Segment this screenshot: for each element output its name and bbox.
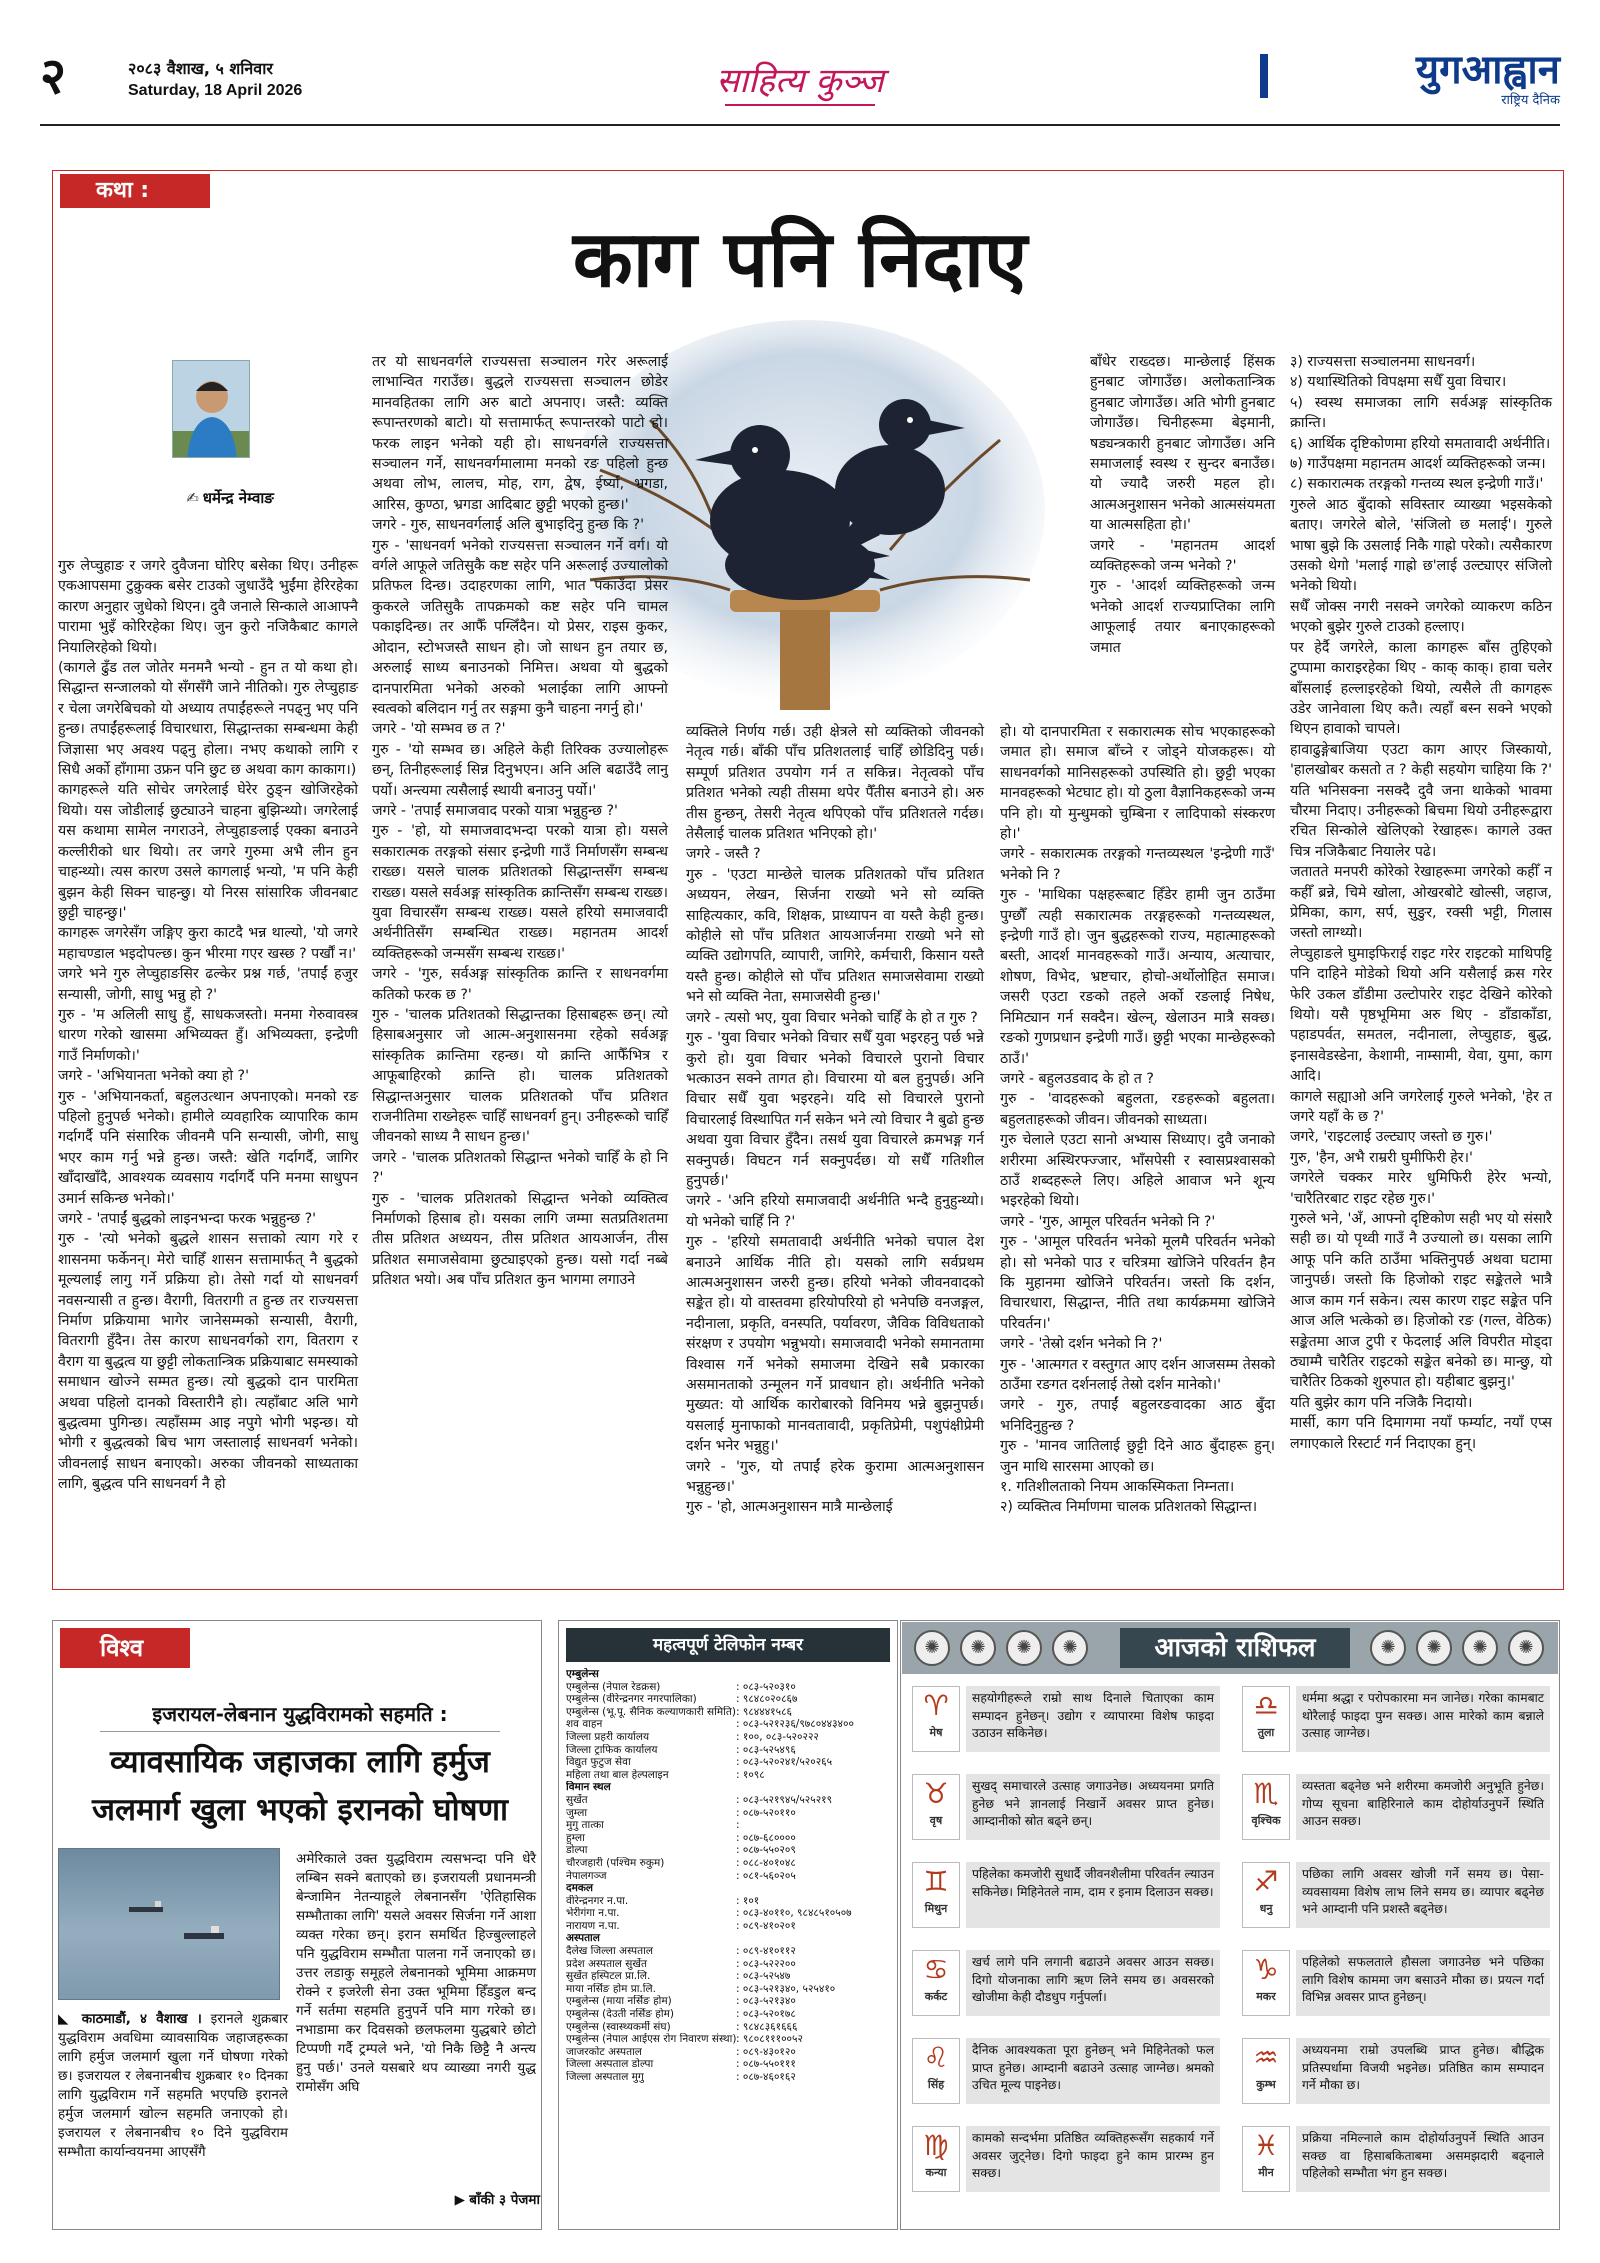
phone-entry (566, 1706, 892, 1719)
phone-entry-number: : ०८३-५२२२०० (736, 1957, 796, 1970)
story-paragraph: गुरु चेलाले एउटा सानो अभ्यास सिध्याए। दुवै जनाको शरीरमा अस्थिरफ्ज्जार, भाँसपेसी र स्वासप्रश्वासको ठाउँ शब्दहरूले लिए। अहिले आवाज भने शून्य भइरहेको थियो। (1000, 1132, 1275, 1210)
author-name: धर्मेन्द्र नेम्वाङ (202, 489, 274, 507)
newspaper-tagline: राष्ट्रिय दैनिक (1501, 93, 1560, 108)
phone-category (566, 1668, 892, 1681)
phone-entry-number: : ०८३-५२१२३६/९७८०४४३४०० (736, 1718, 854, 1731)
story-paragraph: सधैँ जोक्स नगरी नसक्ने जगरेको व्याकरण कठिन भएको बुझेर गुरुले टाउको हल्लाए। (1290, 598, 1552, 636)
phone-entry-number: : ०८१-५६०२०५ (736, 1869, 796, 1882)
zodiac-sign-name: कर्कट (924, 1990, 948, 2003)
zodiac-sign (912, 1774, 960, 1840)
horoscope-item (908, 1770, 1226, 1844)
phone-entry (566, 1907, 892, 1920)
story-paragraph: ३) राज्यसत्ता सञ्चालनमा साधनवर्ग। (1290, 354, 1476, 370)
date-nepali: २०८३ वैशाख, ५ शनिवार (128, 59, 273, 78)
zodiac-symbol-icon: ♏ (1253, 1777, 1279, 1810)
story-paragraph: गुरु - 'माथिका पक्षहरूबाट हिँडेर हामी जुन ठाउँमा पुग्छौँ त्यही सकारात्मक तरङ्गहरूको गन्तव्यस्थल, इन्द्रेणी गाउँ हो। जुन बुद्धहरूको राज्य, महात्माहरूको बस्ती, आदर्श मानवहरूको गाउँ। अन्याय, अत्याचार, शोषण, विभेद, भ्रष्टचार, होचो-अर्थोलोहित समाज। जसरी एउटा रङको तहले अर्को रङलाई निषेध, निमिट्यान गर्न सक्दैन। खेल्न्, खेलाउन मात्रै सक्छ। रङको गुणप्रधान इन्द्रेणी गाउँ। छुट्टी भएका मान्छेहरूको ठाउँ।' (1000, 887, 1275, 1067)
phone-entry (566, 1970, 892, 1983)
phone-entry-number: : १०९८ (736, 1768, 765, 1781)
horoscope-text: पछिका लागि अवसर खोजी गर्ने समय छ। पेसा-व्यवसायमा विशेष लाभ लिने समय छ। व्यापार बढ्नेछ भने आम्दानी पनि प्रशस्तै बढ्नेछ। (1296, 1862, 1550, 1928)
story-paragraph: गुरुले आठ बुँदाको सविस्तार व्याख्या भइसकेको बताए। जगरेले बोले, 'संजिलो छ मलाई'। गुरुले भाषा बुझे कि उसलाई निकै गाह्रो परेको। त्यसैकारण उसको थेगो 'मलाई गाह्रो छ'लाई उल्ट्याएर संजिलो भनेको थियो। (1290, 496, 1552, 595)
phone-entry-number: : ०८७-५५०२०९ (736, 1844, 796, 1857)
phone-entry-number: : ०८३-४०११०, ९८४८५१०५०७ (736, 1907, 852, 1920)
phone-entry-name: हुम्ला (566, 1831, 585, 1844)
horoscope-text: दैनिक आवश्यकता पूरा हुनेछन् भने मिहिनेतको फल प्राप्त हुनेछ। आम्दानी बढाउने उत्साह जाग्नेछ। श्रमको उचित मूल्य पाइनेछ। (966, 2038, 1220, 2104)
story-paragraph: गुरुले भने, 'अँ, आफ्नो दृष्टिकोण सही भए यो संसारै सही छ। यो पृथ्वी गाउँ नै उज्यालो छ। यसका लागि आफू पनि कति ठाउँमा भक्तिनुपर्छ अथवा घटामा जानुपर्छ। जस्तो कि हिजोको राइट सङ्केतले भात्रै आज काम गर्न सकेन। त्यस कारण राइट सङ्केत पनि आज अलि भत्केको छ। हिजोको रङ (गल्त, वेठिक) सङ्केतमा आज टुपी र फेदलाई अलि विपरीत मोड्दा ठ्याम्मै चारैतिर राइटको सङ्केत बनेको छ। मान्छु, यो चारैतिर ठिकको शुरुपात हो। यहीबाट बुझनु।' (1290, 1211, 1553, 1391)
phone-entry-number: : ०८३-५२१९४५/५२५२१९ (736, 1793, 833, 1806)
phone-entry (566, 1895, 892, 1908)
phone-entry (566, 1857, 892, 1870)
phone-entry-number (736, 1882, 892, 1895)
phone-entry-number (736, 1668, 892, 1681)
ships-image (59, 1849, 281, 2001)
zodiac-sign-name: मेष (929, 1726, 943, 1739)
phone-entry-name: एम्बुलेन्स (भू.पू. सैनिक कल्याणकारी समिति) (566, 1705, 736, 1718)
story-paragraph: गुरु, 'हैन, अभै राम्ररी घुमीफिरी हेर।' (1290, 1149, 1473, 1166)
phone-entry-name: एम्बुलेन्स (566, 1668, 599, 1680)
phone-entry (566, 2008, 892, 2021)
phone-entry-name: नारायण न.पा. (566, 1919, 620, 1932)
zodiac-symbol-icon: ♑ (1253, 1953, 1279, 1986)
masthead (40, 48, 1560, 118)
world-news-body-text: इरानले शुक्रबार युद्धविराम अवधिमा व्यावसायिक जहाजहरूका लागि हर्मुज जलमार्ग खुला गर्ने घोषणा गरेको छ। इजरायल र लेबनानबीच शुक्रबार १० दिनका लागि युद्धविराम गर्ने सहमति भएपछि इरानले हर्मुज जलमार्ग खोल्न सहमति जनाएको हो। इजरायल र लेबनानबीच १० दिने युद्धविराम सम्भौता कार्यान्वयनमा आएसँगै (58, 2011, 289, 2160)
phone-entry (566, 1807, 892, 1820)
zodiac-wheel-icon: ✺ (960, 1630, 996, 1666)
horoscope-item (1238, 1770, 1556, 1844)
horoscope-text: खर्च लागे पनि लगानी बढाउने अवसर आउन सक्छ। दिगो योजनाका लागि ऋण लिने समय छ। अवसरको खोजीमा केही दौडधुप गर्नुपर्ला। (966, 1950, 1220, 2016)
phone-entry-name: जाजरकोट अस्पताल (566, 2045, 642, 2058)
story-paragraph: ६) आर्थिक दृष्टिकोणमा हरियो समतावादी अर्थनीति। (1290, 435, 1551, 452)
phone-entry-number: : ०८९-४१०११२ (736, 1945, 796, 1958)
story-paragraph: हो। यो दानपारमिता र सकारात्मक सोच भएकाहरूको जमात हो। समाज बाँच्ने र जोड्ने योजकहरू। यो साधनवर्गको मानिसहरूको उपस्थिति हो। छुट्टी भएका मानवहरूको भेटघाट हो। यो ठुला वैज्ञानिकहरूको जन्म पनि हो। यो मुन्धुमको चुम्बिना र लादिपाको संस्करण हो।' (1000, 724, 1275, 843)
phone-entry-number (736, 1781, 892, 1794)
phone-entry (566, 1832, 892, 1845)
story-paragraph: जगरे - बहुलउडवाद के हो त ? (1000, 1070, 1154, 1087)
story-paragraph: जगरे - गुरु, तपाईं बहुलरङवादका आठ बुँदा भनिदिनुहुन्छ ? (1000, 1397, 1275, 1434)
story-paragraph: २) व्यक्तित्व निर्माणमा चालक प्रतिशतको सिद्धान्त। (1000, 1499, 1258, 1516)
newspaper-logo (1260, 48, 1560, 106)
story-paragraph: गुरु लेप्चुहाङ र जगरे दुवैजना घोरिए बसेका थिए। उनीहरू एकआपसमा टुक्रुक्क बसेर टाउको जुधाउँदै भुईंमा हेरिरहेका कारण अनुहार जुधेको थिएन। दुवै जनाले सिन्काले आआफ्नै पारामा भुइँ कोरिरहेका थिए। जुन कुरो नजिकैबाट कागले नियालिरहेको थियो। (58, 558, 358, 656)
phone-entry-number: : ०८३-५२०३१० (736, 1680, 796, 1693)
story-paragraph: जगरे भने गुरु लेप्चुहाङसिर ढल्केर प्रश्न गर्छ, 'तपाईं हजुर सन्यासी, जोगी, साधु भन्नु हो ?' (58, 966, 358, 1003)
story-paragraph: जगरे - 'अनि हरियो समाजवादी अर्थनीति भन्दै हुनुहुन्थ्यो। यो भनेको चाहिँ नि ?' (686, 1193, 984, 1230)
story-paragraph: जगरे - 'यो सम्भव छ त ?' (372, 721, 506, 738)
phone-entry-number: : ९८०८१११००५२ (736, 2033, 803, 2046)
world-news-headline: व्यावसायिक जहाजका लागि हर्मुज जलमार्ग खुला भएको इरानको घोषणा (91, 1744, 509, 1828)
phone-entry (566, 1769, 892, 1782)
zodiac-sign (912, 1950, 960, 2016)
phone-entry-number: : ९८४८०२०८६७ (736, 1693, 798, 1706)
page-number: २ (40, 47, 66, 105)
phone-entry (566, 1945, 892, 1958)
zodiac-wheel-icon: ✺ (1508, 1630, 1544, 1666)
story-paragraph: कागहरू जगरेसँग जङ्गिए कुरा काटदै भन्न थाल्यो, 'यो जगरे महाचण्डाल भइदोपल्छ। कुन भीरमा गएर खस्छ ? पर्खौं न।' (58, 925, 358, 962)
phone-entry-number: : ०८३-५२०१७८ (736, 2008, 796, 2021)
phone-entry-name: शव वाहन (566, 1718, 603, 1731)
story-paragraph: गुरु - 'चालक प्रतिशतको सिद्धान्त भनेको व्यक्तित्व निर्माणको हिसाब हो। यसका लागि जम्मा सतप्रतिशतमा तीस प्रतिशत अध्ययन, तीस प्रतिशत आयआर्जन, तीस प्रतिशत समाजसेवामा छुट्याइएको हुन्छ। यसो गर्दा नब्बे प्रतिशत भयो। अब पाँच प्रतिशत कुन भागमा लगाउने (372, 1190, 668, 1289)
phone-entry (566, 1920, 892, 1933)
horoscope-title: आजको राशिफल (1120, 1628, 1350, 1668)
story-paragraph: ८) सकारात्मक तरङ्गको गन्तव्य स्थल इन्द्रेणी गाउँ।' (1290, 476, 1544, 493)
phone-entry-name: जिल्ला प्रहरी कार्यालय (566, 1730, 650, 1743)
zodiac-wheel-icon: ✺ (1370, 1630, 1406, 1666)
zodiac-sign-name: मीन (1258, 2166, 1274, 2179)
newspaper-name: युगआह्वान (1415, 47, 1560, 93)
zodiac-wheel-icon: ✺ (1462, 1630, 1498, 1666)
story-paragraph: गुरु - 'आत्मगत र वस्तुगत आए दर्शन आजसम्म तेसको ठाउँमा रङगत दर्शनलाई तेस्रो दर्शन मानेको।' (1000, 1356, 1275, 1393)
phone-entry (566, 1794, 892, 1807)
phone-entry-name: एम्बुलेन्स (देउती नर्सिङ होम) (566, 2008, 674, 2021)
zodiac-sign-name: मिथुन (924, 1902, 948, 1915)
phone-entry (566, 1995, 892, 2008)
horoscope-text: सुखद् समाचारले उत्साह जगाउनेछ। अध्ययनमा प्रगति हुनेछ भने ज्ञानलाई निखार्ने अवसर प्राप्त हुनेछ। आम्दानीको स्रोत बढ्ने छन्। (966, 1774, 1220, 1840)
zodiac-sign-name: तुला (1257, 1726, 1275, 1739)
phone-entry-name: नेपालगञ्ज (566, 1869, 607, 1882)
phone-entry-name: प्रदेश अस्पताल सुर्खेत (566, 1957, 647, 1970)
phone-entry-name: एम्बुलेन्स (माया नर्सिङ होम) (566, 1995, 672, 2008)
horoscope-text: अध्ययनमा राम्रो उपलब्धि प्राप्त हुनेछ। बौद्धिक प्रतिस्पर्धामा विजयी भइनेछ। प्रतिष्ठित काम सम्पादन गर्ने मौका छ। (1296, 2038, 1550, 2104)
story-paragraph: मार्सी, काग पनि दिमागमा नयाँ फर्म्याट, नयाँ एप्स लगाएकाले रिस्टार्ट गर्न निदाएका हुन्। (1290, 1415, 1552, 1452)
world-news-body-right: अमेरिकाले उक्त युद्धविराम त्यसभन्दा पनि धेरै लम्बिन सक्ने बताएको छ। इजरायली प्रधानमन्त्री बेन्जामिन नेतन्याहूले लेबनानसँग 'ऐतिहासिक सम्भौताका लागि' यसले अवसर सिर्जना गर्ने आशा व्यक्त गरेका छन्। इरान समर्थित हिज्बुल्लाहले पनि युद्धविराम सम्भौता पालना गर्ने जनाएको छ। उत्तर लडाकु समूहले लेबनानको भूमिमा आक्रमण रोक्ने र इजरेली सेना उक्त भूमिमा हिँडडुल बन्द गर्ने सर्तमा सहमति हुनुपर्ने पनि माग गरेको छ। नभाडामा कर दिवसको छलफलमा युद्धबारे छोटो टिप्पणी गर्दै ट्रम्पले भने, 'यो निकै छिट्टै नै अन्त्य हुनु पर्छ।' उनले यसबारे थप व्याख्या नगरी युद्ध रामोसँग अघि (296, 1851, 536, 2095)
horoscope-text: व्यस्तता बढ्नेछ भने शरीरमा कमजोरी अनुभूति हुनेछ। गोप्य सूचना बाहिरिनाले काम दोहोर्याउनुपर्ने स्थिति आउन सक्छ। (1296, 1774, 1550, 1840)
phone-entry-name: दैलेख जिल्ला अस्पताल (566, 1945, 653, 1958)
story-column-1 (58, 556, 358, 1495)
story-paragraph: गुरु - 'अभियानकर्ता, बहुलउत्थान अपनाएको। मनको रङ पहिलो हुनुपर्छ भनेको। हामीले व्यवहारिक व्यापारिक काम गर्दागर्दै पनि संसारिक जीवनमै पनि सन्यासी, जोगी, साधु भएर काम गर्नु भन्ने हुन्छ। जस्तै: खेति गर्दागर्दै, जागिर खाँदाखाँदै, आवश्यक व्यवसाय गर्दागर्दै पनि मनमा साधुपन उमार्न सकिन्छ भनेको।' (58, 1088, 358, 1207)
phone-entry (566, 1870, 892, 1883)
zodiac-symbol-icon: ♎ (1253, 1689, 1279, 1722)
story-paragraph: गुरु - 'युवा विचार भनेको विचार सधैँ युवा भइरहनु पर्छ भन्ने कुरो हो। युवा विचार भनेको विचारले पुरानो विचार भत्काउन सक्ने तागत हो। विचारमा यो बल हुनुपर्छ। अनि विचार सधैँ युवा भइरहने। यदि सो विचारले पुरानो विचारलाई विस्थापित गर्न सकेन भने त्यो विचार नै बुढो हुन्छ अथवा युवा विचार हुँदैन। तसर्थ युवा विचारले क्रमभङ्ग गर्न सक्नुपर्छ। विघटन गर्न सक्नुपर्दछ। यो सधैँ गतिशील हुनुपर्छ।' (686, 1030, 984, 1189)
phone-entry-name: जिल्ला अस्पताल डोल्पा (566, 2058, 654, 2071)
story-paragraph: जगरे - 'गुरु, आमूल परिवर्तन भनेको नि ?' (1000, 1213, 1216, 1230)
phone-entry-number: : ०८७-६८०००० (736, 1831, 796, 1844)
phone-entry-name: महिला तथा बाल हेल्पलाइन (566, 1768, 669, 1781)
horoscope-text: सहयोगीहरूले राम्रो साथ दिनाले चिताएका काम सम्पादन हुनेछन्। उद्योग र व्यापारमा विशेष फाइदा उठाउन सकिनेछ। (966, 1686, 1220, 1752)
story-paragraph: जगरेले चक्कर मारेर धुमिफिरी हेरेर भन्यो, 'चारैतिरबाट राइट रहेछ गुरु।' (1290, 1170, 1552, 1207)
phone-entry-number: : (736, 1819, 740, 1832)
phone-entry-name: एम्बुलेन्स (नेपाल आईएस रोग निवारण संस्था) (566, 2033, 736, 2046)
author-photo (172, 360, 250, 458)
phone-entry-name: एम्बुलेन्स (स्वास्थ्यकर्मी संघ) (566, 2020, 671, 2033)
zodiac-sign-name: वृश्चिक (1251, 1814, 1281, 1827)
phone-category (566, 1781, 892, 1794)
story-paragraph: गुरु - 'हरियो समतावादी अर्थनीति भनेको चपाल देश बनाउने आर्थिक नीति हो। यसको लागि सर्वप्रथम आत्मअनुशासन जरुरी हुन्छ। हरियो भनेको जीवनवादको सङ्केत हो। यो वास्तवमा हरियोपरियो हो भनेपछि वनजङ्गल, नदीनाला, प्रकृति, वनस्पति, पर्यावरण, जैविक विविधताको संरक्षण र उपयोग भन्नुभयो। समाजवादी भनेको समानतामा विश्वास गर्ने भनेको समाजमा देखिने सबै प्रकारका असमानताको उन्मूलन गर्ने प्रावधान हो। अर्थनीति भनेको मुख्यत: यो आर्थिक कारोबारको विनिमय भन्ने बुझनुपर्छ। यसलाई मुनाफाको मानवतावादी, प्रकृतिप्रेमी, पशुपंक्षीप्रेमी दर्शन भनेर भन्नुहु।' (686, 1234, 984, 1455)
horoscope-item (908, 2122, 1226, 2196)
story-paragraph: गुरु - 'यो सम्भव छ। अहिले केही तिरिक्क उज्यालोहरू छन्, तिनीहरूलाई सिन्न दिनुभएन। अनि अलि बढाउँदै लानु पर्यो। अन्त्यमा त्यसैलाई स्थायी बनाउनु पर्यो।' (372, 741, 668, 799)
phone-entry-number: : ०८३-५२१३४० (736, 1995, 796, 2008)
zodiac-sign (912, 2038, 960, 2104)
world-news-tag: विश्व (60, 1628, 190, 1668)
story-paragraph: जगरे - 'गुरु, सर्वअङ्ग सांस्कृतिक क्रान्ति र साधनवर्गमा कतिको फरक छ ?' (372, 966, 668, 1003)
story-paragraph: जगरे - 'महानतम आदर्श व्यक्तिहरूको जन्म भनेको ?' (1090, 537, 1275, 575)
world-dateline-marker-icon: ◣ (58, 2011, 73, 2027)
story-paragraph: जगरे - जस्तै ? (686, 846, 761, 863)
story-paragraph: बाँधेर राख्दछ। मान्छेलाई हिंसक हुनबाट जोगाउँछ। अलोकतान्त्रिक हुनबाट जोगाउँछ। अति भोगी हुनबाट जोगाउँछ। चिनीहरूमा बेइमानी, षड्यन्त्रकारी हुनबाट जोगाउँछ। अनि समाजलाई स्वस्थ र सुन्दर बनाउँछ। यो ज्यादै जरुरी महल हो। आत्मअनुशासन भनेको आत्मसंयमता या आत्मसहिता हो।' (1090, 354, 1275, 534)
story-paragraph: व्यक्तिले निर्णय गर्छ। उही क्षेत्रले सो व्यक्तिको जीवनको नेतृत्व गर्छ। बाँकी पाँच प्रतिशतलाई चाहिँ छोडिदिनु पर्छ। सम्पूर्ण प्रतिशत उपयोग गर्न त सकिन्न। नेतृत्वको पाँच प्रतिशत भनेको त्यही तीसमा थपेर पैँतीस बनाउने हो। अरु तीस हुन्छन्, तेसरी नेतृत्व थपिएको पाँच प्रतिशतले गर्दछ। तेसैलाई चालक प्रतिशत भनिएको हो।' (686, 724, 984, 843)
phone-entry-number: : १००, ०८३-५२०२२२ (736, 1730, 819, 1743)
zodiac-sign-name: कुम्भ (1256, 2078, 1276, 2091)
horoscope-item (1238, 1682, 1556, 1756)
story-title: काग पनि निदाए (572, 215, 1028, 305)
phone-entry (566, 1718, 892, 1731)
section-title: साहित्य कुञ्ज (680, 56, 920, 106)
phone-entry-name: माया नर्सिङ होम प्रा.लि. (566, 1982, 656, 1995)
horoscope-item (908, 1858, 1226, 1932)
continued-note (400, 2190, 540, 2208)
story-column-3 (686, 722, 984, 1518)
zodiac-sign (1242, 1950, 1290, 2016)
zodiac-sign-name: सिंह (927, 2078, 945, 2091)
phone-entry (566, 2021, 892, 2034)
phone-directory-list (566, 1668, 892, 2084)
story-kicker: कथा : (60, 174, 210, 208)
zodiac-sign (1242, 2126, 1290, 2192)
phone-entry (566, 1681, 892, 1694)
phone-entry-name: अस्पताल (566, 1932, 600, 1945)
story-paragraph: हावाढुङ्गेबाजिया एउटा काग आएर जिस्कायो, 'हालखोबर कसतो त ? केही सहयोग चाहिया कि ?' यति भनिसक्ना नसक्दै दुवै जना थाकेको भावमा चौरमा निदाए। उनीहरूको बिचमा थियो उनीहरूद्वारा रचित सिन्कोले खेलिएको रेखाहरू। कागले उक्त चित्र नजिकैबाट नियालेर पढे। (1290, 741, 1552, 860)
phone-entry-name: जुम्ला (566, 1806, 588, 1819)
zodiac-sign (912, 1862, 960, 1928)
phone-entry (566, 2046, 892, 2059)
phone-entry-number: : ९८४४४१५८६ (736, 1705, 793, 1718)
continued-text: बाँकी ३ पेजमा (469, 2192, 540, 2208)
phone-entry-name: जिल्ला अस्पताल मुगु (566, 2071, 644, 2083)
author-byline (130, 488, 330, 508)
zodiac-symbol-icon: ♊ (923, 1865, 949, 1898)
phone-entry (566, 1744, 892, 1757)
zodiac-wheel-icon: ✺ (914, 1630, 950, 1666)
phone-category (566, 1882, 892, 1895)
phone-entry-name: सुर्खेत (566, 1793, 588, 1806)
horoscope-text: प्रक्रिया नमिल्नाले काम दोहोर्याउनुपर्ने स्थिति आउन सक्छ वा हिसाबकिताबमा असमझदारी बढ्नाले पहिलेको सम्भौता भंग हुन सक्छ। (1296, 2126, 1550, 2192)
story-paragraph: तर यो साधनवर्गले राज्यसत्ता सञ्चालन गरेर अरूलाई लाभान्वित गराउँछ। बुद्धले राज्यसत्ता सञ्चालन छोडेर मानवहितका लागि अरु बाटो अपनाए। जस्तै: व्यक्ति रूपान्तरणको बाटो। यो सत्तामार्फत् रूपान्तरको पाटो हो। फरक लाइन भनेको यही हो। साधनवर्गले राज्यसत्ता सञ्चालन गर्ने, साधनवर्गमालामा मनको रङ पहिलो हुन्छ अथवा लोभ, लालच, मोह, राग, द्वेष, ईर्ष्या, भ्रगडा, आरिस, कुण्ठा, भ्रगडा आदिबाट छुट्टी भएको हुन्छ।' (372, 354, 668, 513)
story-paragraph: गुरु - 'आदर्श व्यक्तिहरूको जन्म भनेको आदर्श राज्यप्राप्तिका लागि आफूलाई तयार बनाएकाहरूको जमात (1090, 578, 1275, 656)
issue-date (128, 58, 302, 102)
phone-entry-number (736, 1932, 892, 1945)
phone-entry (566, 1819, 892, 1832)
phone-entry (566, 1983, 892, 1996)
world-news-subhead: इजरायल-लेबनान युद्धविरामको सहमति : (100, 1700, 500, 1732)
story-paragraph: जगरे - 'चालक प्रतिशतको सिद्धान्त भनेको चाहिँ के हो नि ?' (372, 1149, 668, 1187)
story-paragraph: जगरे - 'तपाईं बुद्धको लाइनभन्दा फरक भन्नुहुन्छ ?' (58, 1211, 317, 1227)
horoscope-item (1238, 1946, 1556, 2020)
zodiac-symbol-icon: ♍ (923, 2129, 949, 2162)
story-paragraph: ४) यथास्थितिको विपक्षमा सधैँ युवा विचार। (1290, 374, 1507, 391)
pen-icon: ✍ (186, 489, 199, 507)
horoscope-item (908, 2034, 1226, 2108)
story-paragraph: (कागले ढुँड तल जोतेर मनमनै भन्यो - हुन त यो कथा हो। सिद्धान्त सन्जालको यो सँगसँगै जाने नीतिको। गुरु लेप्चुहाङ र चेला जगरेबिचको यो अध्याय तपाईंहरूले नपढ्नु भए पनि हुन्छ। तपाईंहरूलाई विचारधारा, सिद्धान्तका सम्बन्धमा केही जिज्ञासा भए अवश्य पढ्नु होला। नभए कथाको लागि र सिधै अर्को हाँगामा उफ्रन पनि छुट छ अथवा काग काकाग।) (58, 660, 358, 779)
story-paragraph: कागहरूले यति सोचेर जगरेलाई घेरेर ठुङ्न खोजिरहेको थियो। यस जोडीलाई छुट्याउने चाहना बुझिन्थ्यो। जगरेलाई यस कथामा सामेल नगराउने, लेप्चुहाङलाई एक्का बनाउने कल्लीरीको धार थियो। तर जगरे गुरुमा अभै लीन हुन चाहन्थ्यो। त्यस कारण उसले कागलाई भन्यो, 'म पनि केही बुझन केही सिक्न चाहन्छु। यो निरस सांसारिक जीवनबाट छुट्टी चाहन्छु।' (58, 782, 358, 921)
zodiac-symbol-icon: ♉ (923, 1777, 949, 1810)
horoscope-item (908, 1682, 1226, 1756)
zodiac-sign (1242, 1862, 1290, 1928)
phone-entry-number: : ०८३-५२५४९६ (736, 1743, 796, 1756)
world-news-dateline: काठमाडौं, ४ वैशाख । (81, 2011, 202, 2027)
zodiac-symbol-icon: ♌ (923, 2041, 949, 2074)
phone-entry (566, 1844, 892, 1857)
phone-entry-name: चौरजहारी (पश्चिम रुकुम) (566, 1856, 665, 1869)
ships-photo (58, 1848, 280, 2000)
story-paragraph: यति बुझेर काग पनि नजिकै निदायो। (1290, 1394, 1473, 1411)
phone-entry-name: विमान स्थल (566, 1781, 611, 1794)
author-portrait-icon (173, 361, 250, 458)
phone-entry-number: : ०८९-४१०२०१ (736, 1919, 796, 1932)
phone-category (566, 1932, 892, 1945)
phone-entry-name: जिल्ला ट्राफिक कार्यालय (566, 1743, 658, 1756)
zodiac-sign-name: मकर (1256, 1990, 1276, 2003)
story-paragraph: लेप्चुहाङले घुमाइफिराई राइट गरेर राइटको माथिपट्टि पनि दाहिने मोडेको थियो अनि यसैलाई क्रस गरेर फेरि उकल डाँडीमा उल्टोपारेर राइट देखिने कोरेको थियो। यसै पृष्ठभूमिमा अरु थिए - डाँडाकाँडा, पहाडपर्वत, समतल, नदीनाला, लेप्चुहाङ, बुद्ध, इनासवेडस्डेना, केशामी, नाम्सामी, येवा, युमा, काग आदि। (1290, 945, 1552, 1085)
story-paragraph: गुरु - 'त्यो भनेको बुद्धले शासन सत्ताको त्याग गरे र शासनमा फर्केनन्। मेरो चाहिँ शासन सत्तामार्फत् नै बुद्धको मूल्यलाई लागु गर्ने प्रक्रिया हो। तेसो गर्दा यो साधनवर्ग नवसन्यासी त हुन्छ। वैरागी, वितरागी त हुन्छ तर राज्यसत्ता निर्माण प्रक्रियामा भागेर जानेसम्मको सन्यासी, वैरागी, वितरागी हुँदैन। तेस कारण साधनवर्गको राग, वितराग र वैराग या बुद्धत्व या छुट्टी लोकतान्त्रिक प्रक्रियाबाट समस्याको समाधान खोज्ने सम्मत हुन्छ। त्यो बुद्धको दान पारमिता अथवा पहिलो दानको विस्तारीनै हो। त्यहाँबाट अलि भागे बुद्धत्वमा पुगिन्छ। त्यहाँसम्म आइ नपुगे भोगी भइन्छ। यो भोगी र बुद्धत्वको बिच भाग जस्तालाई साधनवर्ग भनेको। जीवनलाई साधन बनाएको। अरुका जीवनको साध्यताका लागि, बुद्धत्व पनि साधनवर्ग नै हो (58, 1231, 358, 1493)
story-paragraph: गुरु - 'हो, आत्मअनुशासन मात्रै मान्छेलाई (686, 1499, 893, 1516)
phone-entry-name: डोल्पा (566, 1844, 588, 1857)
zodiac-sign (1242, 2038, 1290, 2104)
phone-entry-name: वीरेन्द्रनगर न.पा. (566, 1894, 629, 1907)
world-news-body-left (58, 2010, 288, 2162)
phone-entry (566, 1731, 892, 1744)
phone-entry (566, 2071, 892, 2084)
zodiac-sign-name: कन्या (925, 2166, 947, 2179)
phone-entry-name: एम्बुलेन्स (वीरेन्द्रनगर नगरपालिका) (566, 1693, 697, 1706)
phone-entry-number: : ०८३-५२०२४१/५२०२६५ (736, 1756, 833, 1769)
zodiac-symbol-icon: ♋ (923, 1953, 949, 1986)
phone-entry (566, 1756, 892, 1769)
story-paragraph: गुरु - 'साधनवर्ग भनेको राज्यसत्ता सञ्चालन गर्ने वर्ग। यो वर्गले आफूले जतिसुकै कष्ट सहेर पनि अरूलाई उज्यालोको प्रतिफल दिन्छ। उदाहरणका लागि, भात पकाउँदा प्रेसर कुकरले जतिसुकै तापक्रमको कष्ट सहेर पनि चामल पकाइदिन्छ। तर आफैँ पग्लिँदैन। यो प्रेसर, राइस कुकर, ओदान, स्टोभजस्तै साधन हो। जो साधन हुन तयार छ, अरुलाई साध्य बनाउनको निमित्त। अथवा यो बुद्धको दानपारमिता भनेको अरुको भलाईका लागि आफ्नो स्वत्वको बलिदान गर्नु तर सङ्गमा कुनै चाहना नगर्नु हो।' (372, 537, 668, 717)
zodiac-wheel-icon: ✺ (1006, 1630, 1042, 1666)
horoscope-item (1238, 2122, 1556, 2196)
phone-entry (566, 2033, 892, 2046)
continued-arrow-icon: ▶ (454, 2192, 465, 2208)
phone-entry (566, 2058, 892, 2071)
story-paragraph: जगरे - सकारात्मक तरङ्गको गन्तव्यस्थल 'इन्द्रेणी गाउँ' भनेको नि ? (1000, 846, 1275, 883)
story-column-4 (1090, 352, 1275, 658)
story-paragraph: जगरे - 'तपाईं समाजवाद परको यात्रा भन्नुहुन्छ ?' (372, 802, 618, 819)
story-paragraph: जगरे - गुरु, साधनवर्गलाई अलि बुभाइदिनु हुन्छ कि ?' (372, 517, 644, 534)
zodiac-symbol-icon: ♈ (923, 1689, 949, 1722)
story-paragraph: १. गतिशीलताको नियम आकस्मिकता निम्नता। (1000, 1479, 1235, 1496)
horoscope-item (908, 1946, 1226, 2020)
phone-entry (566, 1693, 892, 1706)
phone-entry-name: मुगु तात्का (566, 1819, 604, 1832)
story-paragraph: पर हेर्दै जगरेले, काला कागहरू बाँस तुहिएको टुप्पामा काराइरहेका थिए - काक् काक्। हावा चलेर बाँसलाई हल्लाइरहेको थियो, त्यसैले ती कागहरू उडेर जानेवाला थिए कतै। त्यहाँ बस्न सक्ने भएको थिएन हावाको चापले। (1290, 639, 1552, 738)
phone-entry-name: एम्बुलेन्स (नेपाल रेडक्रस) (566, 1680, 661, 1693)
phone-entry-number: : ०८३-५२५४७ (736, 1970, 791, 1983)
story-paragraph: गुरु - 'म अलिली साधु हुँ, साधकजस्तो। मनमा गेरुवावस्त्र धारण गरेको खासमा अभिव्यक्त हुँ। अभिव्यक्ता, इन्द्रेणी गाउँ निर्माणको।' (58, 1006, 358, 1064)
zodiac-wheel-icon: ✺ (1052, 1630, 1088, 1666)
story-paragraph: गुरु - 'वादहरूको बहुलता, रङहरूको बहुलता। बहुलताहरूको जीवन। जीवनको साध्यता। (1000, 1091, 1275, 1128)
phone-entry-name: विद्युत फुटुज सेवा (566, 1756, 631, 1769)
phone-entry-number: : १०१ (736, 1894, 760, 1907)
phone-entry-number: : ०८७-५२०११० (736, 1806, 796, 1819)
phone-entry-number: : ९८४८३६१६६६ (736, 2020, 798, 2033)
phone-entry-number: : ०८७-५५०१११ (736, 2058, 796, 2071)
horoscope-item (1238, 2034, 1556, 2108)
story-paragraph: गुरु - 'मानव जातिलाई छुट्टी दिने आठ बुँदाहरू हुन्। जुन माथि सारसमा आएको छ। (1000, 1438, 1275, 1475)
story-column-5 (1290, 352, 1552, 1454)
zodiac-sign (912, 1686, 960, 1752)
phone-entry-number: : ०८७-४६०१६२ (736, 2071, 796, 2083)
phone-entry-name: सुर्खेत हस्पिटल प्रा.लि. (566, 1970, 651, 1983)
story-column-4-lower (1000, 722, 1275, 1518)
logo-bar-icon (1260, 54, 1268, 98)
phone-entry (566, 1958, 892, 1971)
header-divider (40, 124, 1560, 126)
story-paragraph: कागले सह्याओ अनि जगरेलाई गुरुले भनेको, 'हेर त जगरे यहाँ के छ ?' (1290, 1088, 1552, 1126)
phone-entry-number: : ०८८-४०१०४८ (736, 1856, 796, 1869)
zodiac-sign (912, 2126, 960, 2192)
phone-entry-number: : ०८९-४३०१२० (736, 2045, 796, 2058)
story-paragraph: जगरे, 'राइटलाई उल्ट्याए जस्तो छ गुरु।' (1290, 1129, 1493, 1146)
horoscope-text: धर्ममा श्रद्धा र परोपकारमा मन जानेछ। गरेका कामबाट थोरैलाई फाइदा पुग्न सक्छ। आस मारेको काम बन्नाले उत्साह जाग्नेछ। (1296, 1686, 1550, 1752)
phone-entry-name: दमकल (566, 1882, 594, 1895)
zodiac-symbol-icon: ♒ (1253, 2041, 1279, 2074)
story-column-2 (372, 352, 668, 1291)
horoscope-text: पहिलेको सफलताले हौसला जगाउनेछ भने पछिका लागि विशेष काममा जग बसाउने मौका छ। प्रयत्न गर्दा विभिन्न अवसर प्राप्त हुनेछन्। (1296, 1950, 1550, 2016)
phone-directory-title: महत्वपूर्ण टेलिफोन नम्बर (566, 1628, 890, 1662)
zodiac-sign (1242, 1774, 1290, 1840)
story-paragraph: गुरु - 'एउटा मान्छेले चालक प्रतिशतको पाँच प्रतिशत अध्ययन, लेखन, सिर्जना राख्यो भने सो व्यक्ति साहित्यकार, कवि, शिक्षक, प्राध्यापन वा यस्तै केही हुन्छ। कोहीले सो पाँच प्रतिशत आयआर्जनमा राख्यो भने सो व्यक्ति उद्योगपति, व्यापारी, जागिरे, कर्मचारी, किसान यस्तै यस्तै हुन्छ। कोहीले सो पाँच प्रतिशत समाजसेवामा राख्यो भने सो व्यक्ति नेता, समाजसेवी हुन्छ।' (686, 866, 984, 1006)
story-paragraph: जतातते मनपरी कोरेको रेखाहरूमा जगरेको कहीँ न कहीँ ब्रन्ने, चिमे खोला, ओखरबोटे खोल्सी, जहाज, प्रेमिका, काग, सर्प, सुङुर, रक्सी भट्टी, गिलास जस्तो लाग्थ्यो। (1290, 864, 1552, 942)
zodiac-sign-name: धनु (1259, 1902, 1273, 1915)
story-paragraph: ५) स्वस्थ समाजका लागि सर्वअङ्ग सांस्कृतिक क्रान्ति। (1290, 394, 1552, 432)
zodiac-sign-name: वृष (929, 1814, 943, 1827)
zodiac-symbol-icon: ♓ (1253, 2129, 1279, 2162)
phone-entry-number: : ०८३-५२१३४०, ५२५४१० (736, 1982, 836, 1995)
phone-entry-name: भेरीगंगा न.पा. (566, 1907, 620, 1920)
horoscope-text: कामको सन्दर्भमा प्रतिष्ठित व्यक्तिहरूसँग सहकार्य गर्ने अवसर जुट्नेछ। दिगो फाइदा हुने काम प्रारम्भ हुन सक्छ। (966, 2126, 1220, 2192)
story-paragraph: ७) गाउँपक्षमा महानतम आदर्श व्यक्तिहरूको जन्म। (1290, 456, 1546, 473)
date-english: Saturday, 18 April 2026 (128, 82, 303, 99)
story-paragraph: गुरु - 'हो, यो समाजवादभन्दा परको यात्रा हो। यसले सकारात्मक तरङ्गको संसार इन्द्रेणी गाउँ निर्माणसँग सम्बन्ध राख्छ। यसले चालक प्रतिशतको सिद्धान्तसँग सम्बन्ध राख्छ। यसले सर्वअङ्ग सांस्कृतिक क्रान्तिसँग सम्बन्ध राख्छ। युवा विचारसँग सम्बन्ध राख्छ। यसले हरियो समाजवादी अर्थनीतिसँग सम्बन्धित राख्छ। महानतम आदर्श व्यक्तिहरूको जन्मसँग सम्बन्ध राख्छ।' (372, 823, 668, 962)
horoscope-text: पहिलेका कमजोरी सुधार्दै जीवनशैलीमा परिवर्तन ल्याउन सकिनेछ। मिहिनेतले नाम, दाम र इनाम दिलाउन सक्छ। (966, 1862, 1220, 1928)
story-paragraph: जगरे - 'अभियानता भनेको क्या हो ?' (58, 1068, 249, 1085)
story-paragraph: जगरे - 'तेस्रो दर्शन भनेको नि ?' (1000, 1336, 1163, 1353)
story-paragraph: जगरे - 'गुरु, यो तपाईं हरेक कुरामा आत्मअनुशासन भन्नुहुन्छ।' (686, 1458, 984, 1496)
zodiac-sign (1242, 1686, 1290, 1752)
story-paragraph: गुरु - 'चालक प्रतिशतको सिद्धान्तका हिसाबहरू छन्। त्यो हिसाबअनुसार जो आत्म-अनुशासनमा रहेको सर्वअङ्ग सांस्कृतिक क्रान्तिमा रहन्छ। यो क्रान्ति आफैँभित्र र आफूबाहिरको क्रान्ति हो। चालक प्रतिशतको सिद्धान्तअनुसार चालक प्रतिशतको पाँच प्रतिशत राजनीतिमा राख्नेहरू चाहिँ साधनवर्ग हुन्। उनीहरूको चाहिँ जीवनको साध्य नै साधन हुन्छ।' (372, 1007, 668, 1146)
zodiac-wheel-icon: ✺ (1416, 1630, 1452, 1666)
zodiac-symbol-icon: ♐ (1253, 1865, 1279, 1898)
story-paragraph: गुरु - 'आमूल परिवर्तन भनेको मूलमै परिवर्तन भनेको हो। सो भनेको पाउ र चरित्रमा खोजिने परिवर्तन हैन कि मुहानमा खोजिने परिवर्तन। जस्तो कि दर्शन, विचारधारा, सिद्धान्त, नीति तथा कार्यक्रममा खोजिने परिवर्तन।' (1000, 1234, 1275, 1332)
horoscope-item (1238, 1858, 1556, 1932)
story-paragraph: जगरे - त्यसो भए, युवा विचार भनेको चाहिँ के हो त गुरु ? (686, 1009, 978, 1026)
